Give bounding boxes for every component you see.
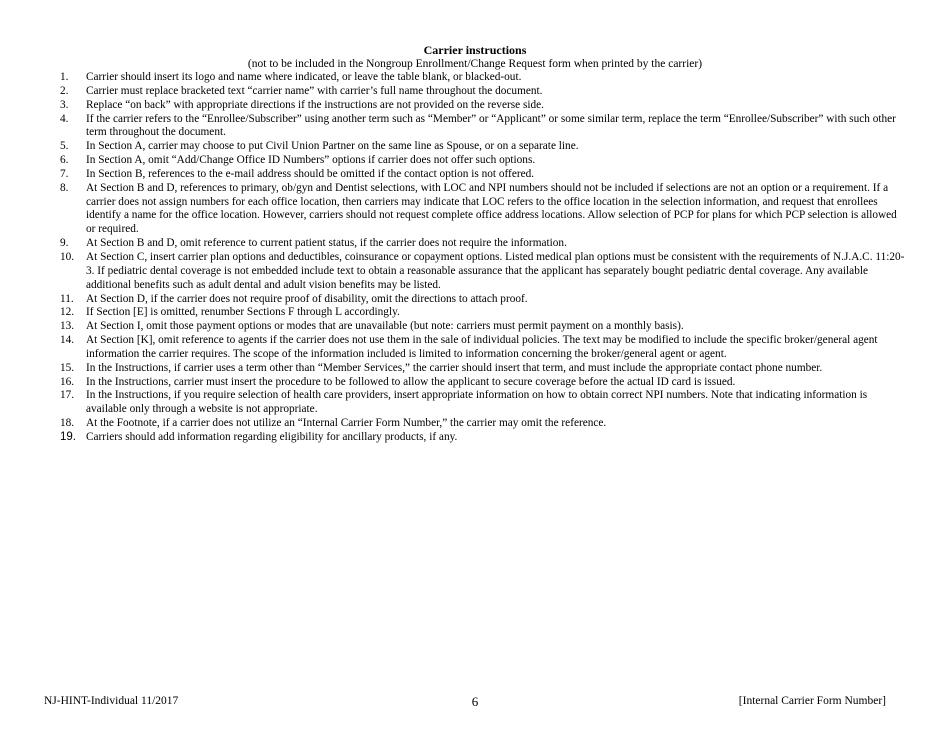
list-item <box>60 140 905 154</box>
item-number: 6. <box>60 154 69 167</box>
item-text: At Section C, insert carrier plan options and deductibles, coinsurance or copayment options. Listed medical plan options must be consistent with the requirements of N.J.A.C. 11:20-3. If pediatric dental coverage is not embedded include text to obtain a reasonable assurance that the applicant has separately bought pediatric dental coverage. Any available additional benefits such as adult dental and adult vision benefits may be listed. <box>86 250 905 291</box>
item-number: 16. <box>60 375 75 388</box>
item-number: 11. <box>60 292 74 305</box>
item-number: 1. <box>60 71 69 83</box>
item-text: In Section A, carrier may choose to put Civil Union Partner on the same line as Spouse, or on a separate line. <box>86 140 579 153</box>
item-number: 3. <box>60 98 69 111</box>
list-item <box>60 306 905 320</box>
list-item <box>60 99 905 113</box>
item-number: 2. <box>60 84 69 97</box>
item-text: Carrier must replace bracketed text “carrier name” with carrier’s full name throughout the document. <box>86 84 543 97</box>
item-text: At Section [K], omit reference to agents if the carrier does not use them in the sale of individual policies. The text may be modified to include the specific broker/general agent information the carrier requires. The scope of the information included is limited to information concerning the broker/general agent or agent. <box>86 334 878 360</box>
item-text: In the Instructions, if carrier uses a term other than “Member Services,” the carrier should insert that term, and must include the appropriate contact phone number. <box>86 361 823 374</box>
item-text: At Section B and D, omit reference to current patient status, if the carrier does not require the information. <box>86 237 567 250</box>
item-text: Carrier should insert its logo and name where indicated, or leave the table blank, or blacked-out. <box>86 71 522 83</box>
item-text: Replace “on back” with appropriate directions if the instructions are not provided on the reverse side. <box>86 98 544 111</box>
list-item <box>60 154 905 168</box>
list-item <box>60 320 905 334</box>
footer-carrier-form-number: [Internal Carrier Form Number] <box>738 695 886 707</box>
list-item <box>60 362 905 376</box>
item-number: 18. <box>60 417 75 430</box>
list-item <box>60 85 905 99</box>
list-item <box>60 113 905 141</box>
list-item <box>60 417 905 431</box>
list-item <box>60 251 905 293</box>
item-text: At Section D, if the carrier does not require proof of disability, omit the directions to attach proof. <box>86 292 528 305</box>
item-text: In the Instructions, if you require selection of health care providers, insert appropriate information on how to obtain correct NPI numbers. Note that indicating information is available only through a website is not appropriate. <box>86 389 868 416</box>
page-number: 6 <box>471 694 479 709</box>
footer-form-id: NJ-HINT-Individual 11/2017 <box>44 695 179 707</box>
item-text: In the Instructions, carrier must insert the procedure to be followed to allow the applicant to secure coverage before the actual ID card is issued. <box>86 375 736 388</box>
item-number: 10. <box>60 250 75 263</box>
item-number: 14. <box>60 334 75 347</box>
item-text: If Section [E] is omitted, renumber Sections F through L accordingly. <box>86 306 400 319</box>
item-number: 15. <box>60 361 75 374</box>
item-text: If the carrier refers to the “Enrollee/Subscriber” using another term such as “Member” or “Applicant” or some similar term, replace the term “Enrollee/Subscriber” with such other term throughout the document. <box>86 112 896 139</box>
item-text: In Section B, references to the e-mail address should be omitted if the contact option is not offered. <box>86 167 535 180</box>
item-number: 13. <box>60 320 75 333</box>
item-number: 19. <box>60 430 76 443</box>
item-text: At Section B and D, references to primary, ob/gyn and Dentist selections, with LOC and NPI numbers should not be included if selections are not an option or a requirement. If a carrier does not assign numbers for each office location, then carriers may indicate that LOC refers to the office location in the selection information, and request that enrollees identify a name for the office location. However, carriers should not request complete office address locations. Allow selection of PCP for plans for which PCP selection is allowed or required. <box>86 181 897 236</box>
item-text: Carriers should add information regarding eligibility for ancillary products, if any. <box>86 430 458 443</box>
list-item <box>60 376 905 390</box>
list-item <box>60 293 905 307</box>
list-item <box>60 71 905 85</box>
page-title: Carrier instructions <box>423 43 527 57</box>
item-number: 9. <box>60 237 69 250</box>
list-item <box>60 334 905 362</box>
item-number: 17. <box>60 389 75 402</box>
item-text: At the Footnote, if a carrier does not utilize an “Internal Carrier Form Number,” the carrier may omit the reference. <box>86 417 607 430</box>
list-item <box>60 182 905 237</box>
list-item <box>60 237 905 251</box>
item-number: 7. <box>60 167 69 180</box>
item-number: 5. <box>60 140 69 153</box>
list-item <box>60 168 905 182</box>
list-item <box>60 431 905 445</box>
item-number: 12. <box>60 306 75 319</box>
item-text: In Section A, omit “Add/Change Office ID Numbers” options if carrier does not offer such options. <box>86 154 536 167</box>
item-number: 8. <box>60 181 69 194</box>
item-text: At Section I, omit those payment options or modes that are unavailable (but note: carriers must permit payment on a monthly basis). <box>86 320 684 333</box>
instruction-list <box>60 71 905 445</box>
item-number: 4. <box>60 112 69 125</box>
list-item <box>60 389 905 417</box>
page-subtitle: (not to be included in the Nongroup Enrollment/Change Request form when printed by the carrier) <box>247 58 703 70</box>
